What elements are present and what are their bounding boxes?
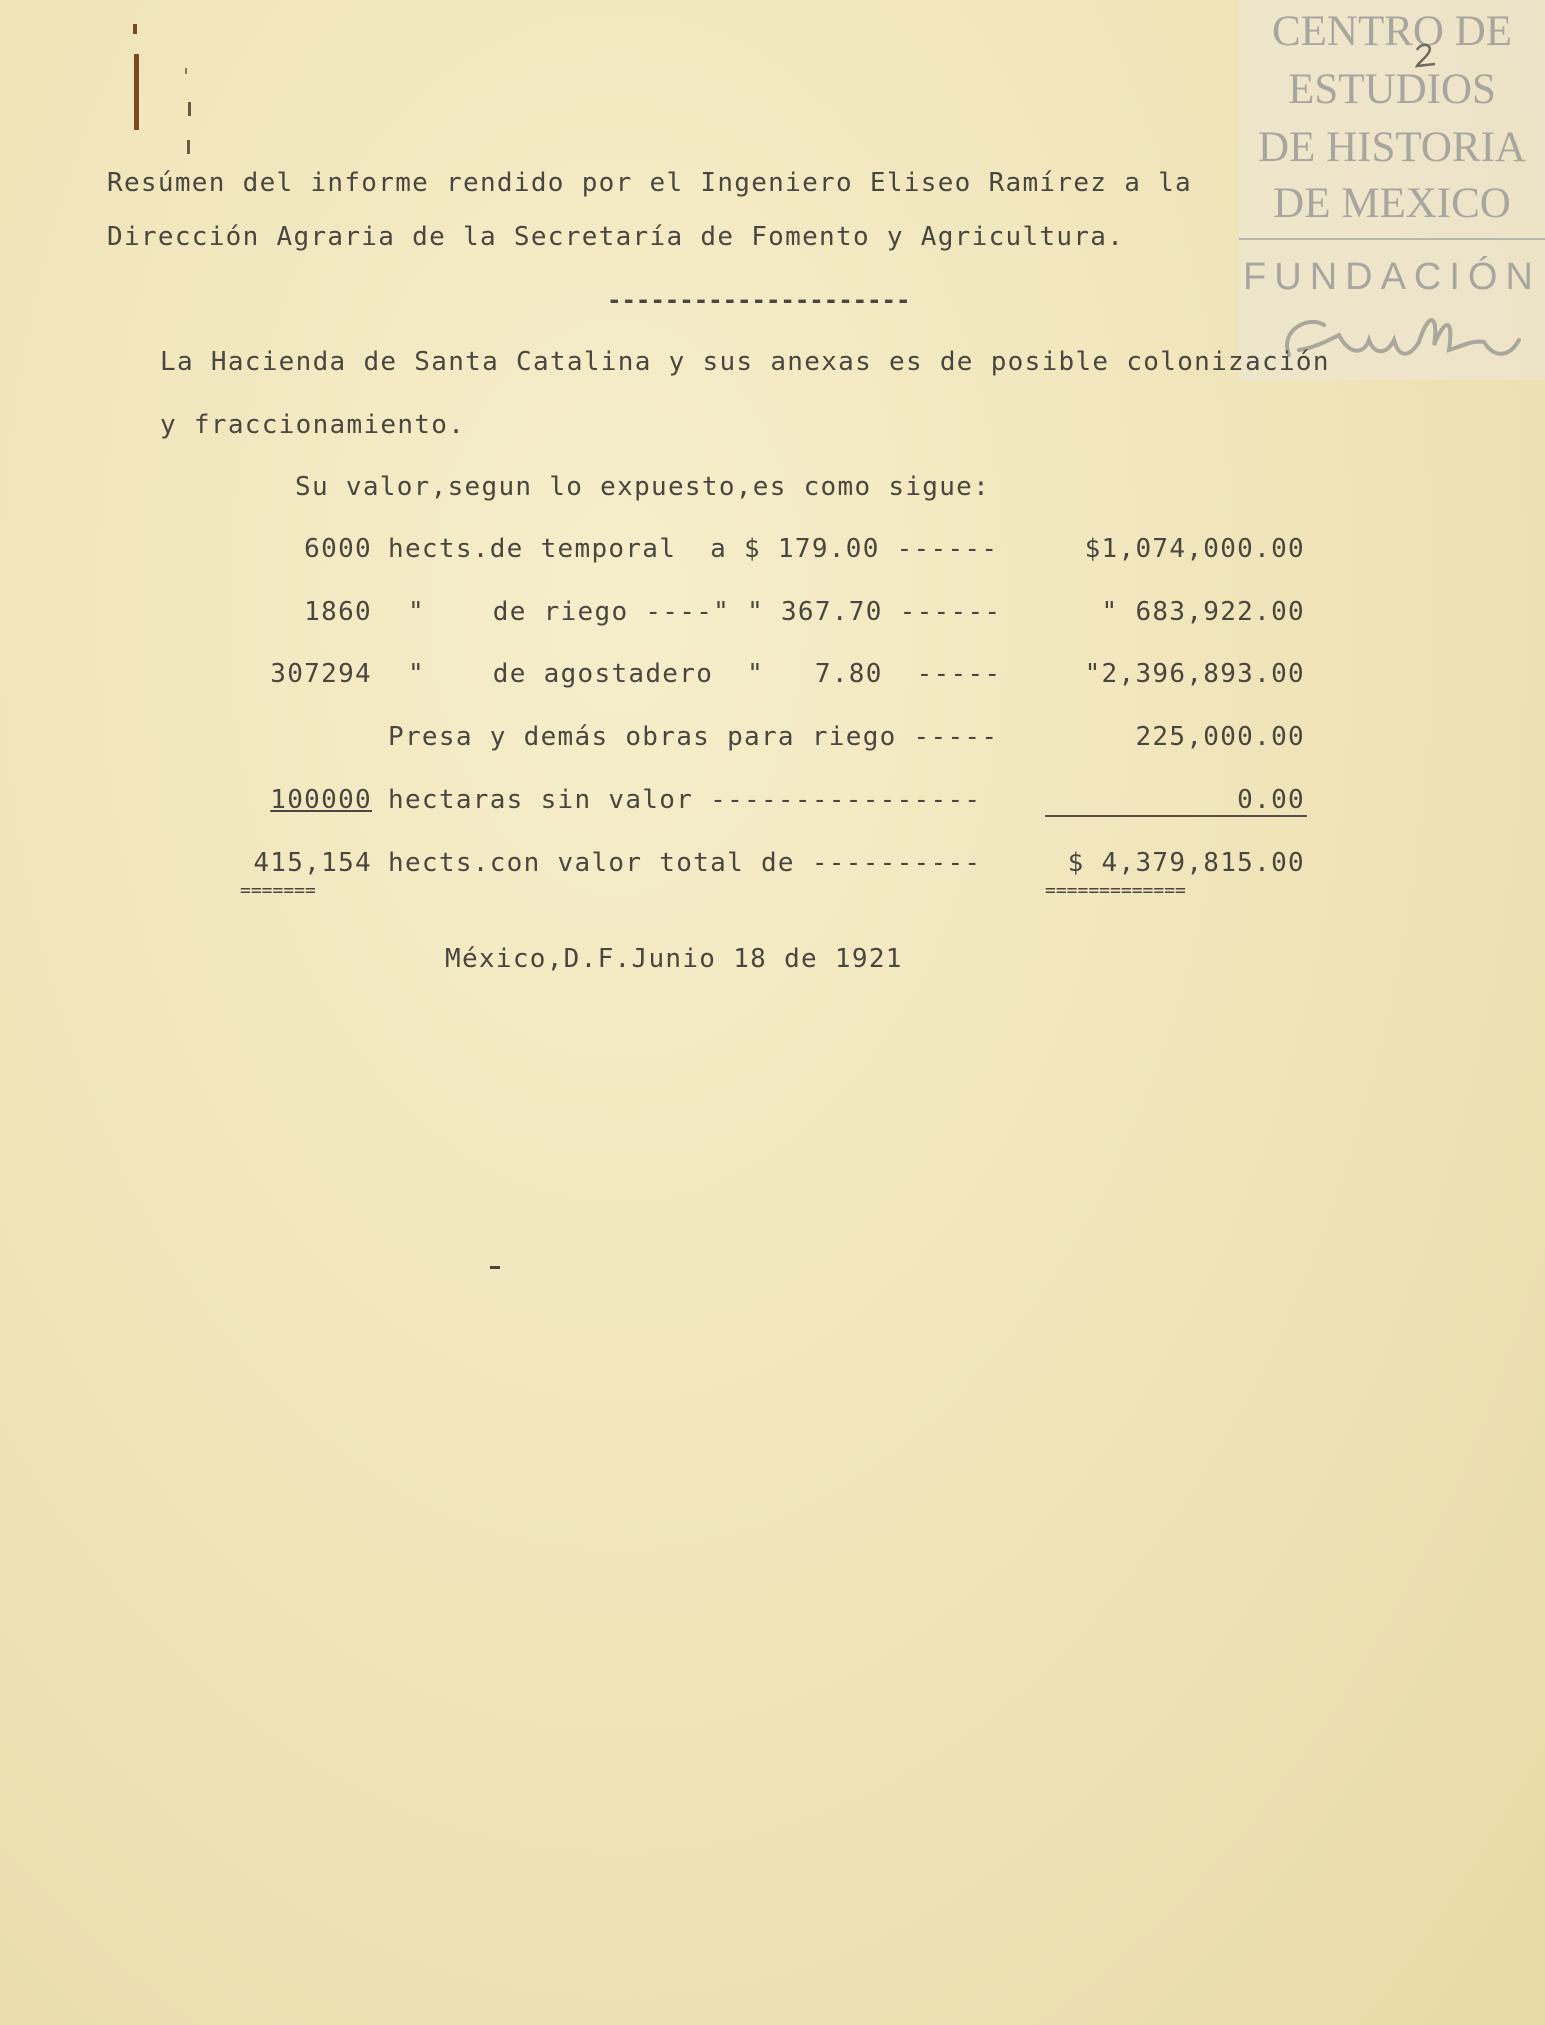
total-quantity: 415,154 — [253, 848, 372, 878]
watermark-line-4: DE MEXICO — [1273, 180, 1511, 227]
watermark-rule — [1239, 238, 1545, 240]
place-and-date: México,D.F.Junio 18 de 1921 — [445, 944, 903, 974]
row-quantity: 6000 — [304, 534, 372, 564]
body-line-1: La Hacienda de Santa Catalina y sus anexas es de posible colonización — [160, 347, 1330, 377]
row-quantity: 100000 — [270, 785, 372, 815]
total-double-rule-left: ======= — [240, 880, 316, 901]
row-description: hects.de temporal a $ 179.00 ------ — [388, 534, 999, 564]
watermark-line-1: CENTRO DE — [1271, 8, 1513, 55]
watermark-line-3: DE HISTORIA — [1258, 124, 1526, 171]
watermark-line-2: ESTUDIOS — [1288, 66, 1496, 113]
row-description: Presa y demás obras para riego ----- — [388, 722, 999, 752]
title-line-1: Resúmen del informe rendido por el Ingeniero Eliseo Ramírez a la — [107, 168, 1193, 198]
row-description: " de riego ----" " 367.70 ------ — [408, 597, 1002, 627]
total-double-rule-right: ============= — [1045, 880, 1186, 901]
valuation-intro: Su valor,segun lo expuesto,es como sigue: — [295, 472, 991, 502]
watermark-foundation: FUNDACIÓN — [1243, 256, 1541, 298]
total-amount: $ 4,379,815.00 — [1067, 848, 1305, 878]
row-amount: "2,396,893.00 — [1084, 659, 1305, 689]
title-separator: --------------------- — [607, 286, 911, 314]
row-amount: 225,000.00 — [1135, 722, 1305, 752]
row-description: hectaras sin valor ---------------- — [388, 785, 982, 815]
row-amount: 0.00 — [1237, 785, 1305, 815]
row-amount: $1,074,000.00 — [1084, 534, 1305, 564]
row-amount: " 683,922.00 — [1101, 597, 1305, 627]
row-description: " de agostadero " 7.80 ----- — [408, 659, 1002, 689]
margin-ink-marks — [125, 10, 195, 170]
row-quantity: 1860 — [304, 597, 372, 627]
body-line-2: y fraccionamiento. — [160, 410, 466, 440]
subtotal-underline — [1045, 815, 1307, 819]
row-quantity: 307294 — [270, 659, 372, 689]
title-line-2: Dirección Agraria de la Secretaría de Fomento y Agricultura. — [107, 222, 1125, 252]
stray-ink-mark — [490, 1266, 502, 1270]
total-description: hects.con valor total de ---------- — [388, 848, 982, 878]
archive-watermark — [1239, 0, 1545, 380]
page-number-mark — [1411, 40, 1441, 70]
